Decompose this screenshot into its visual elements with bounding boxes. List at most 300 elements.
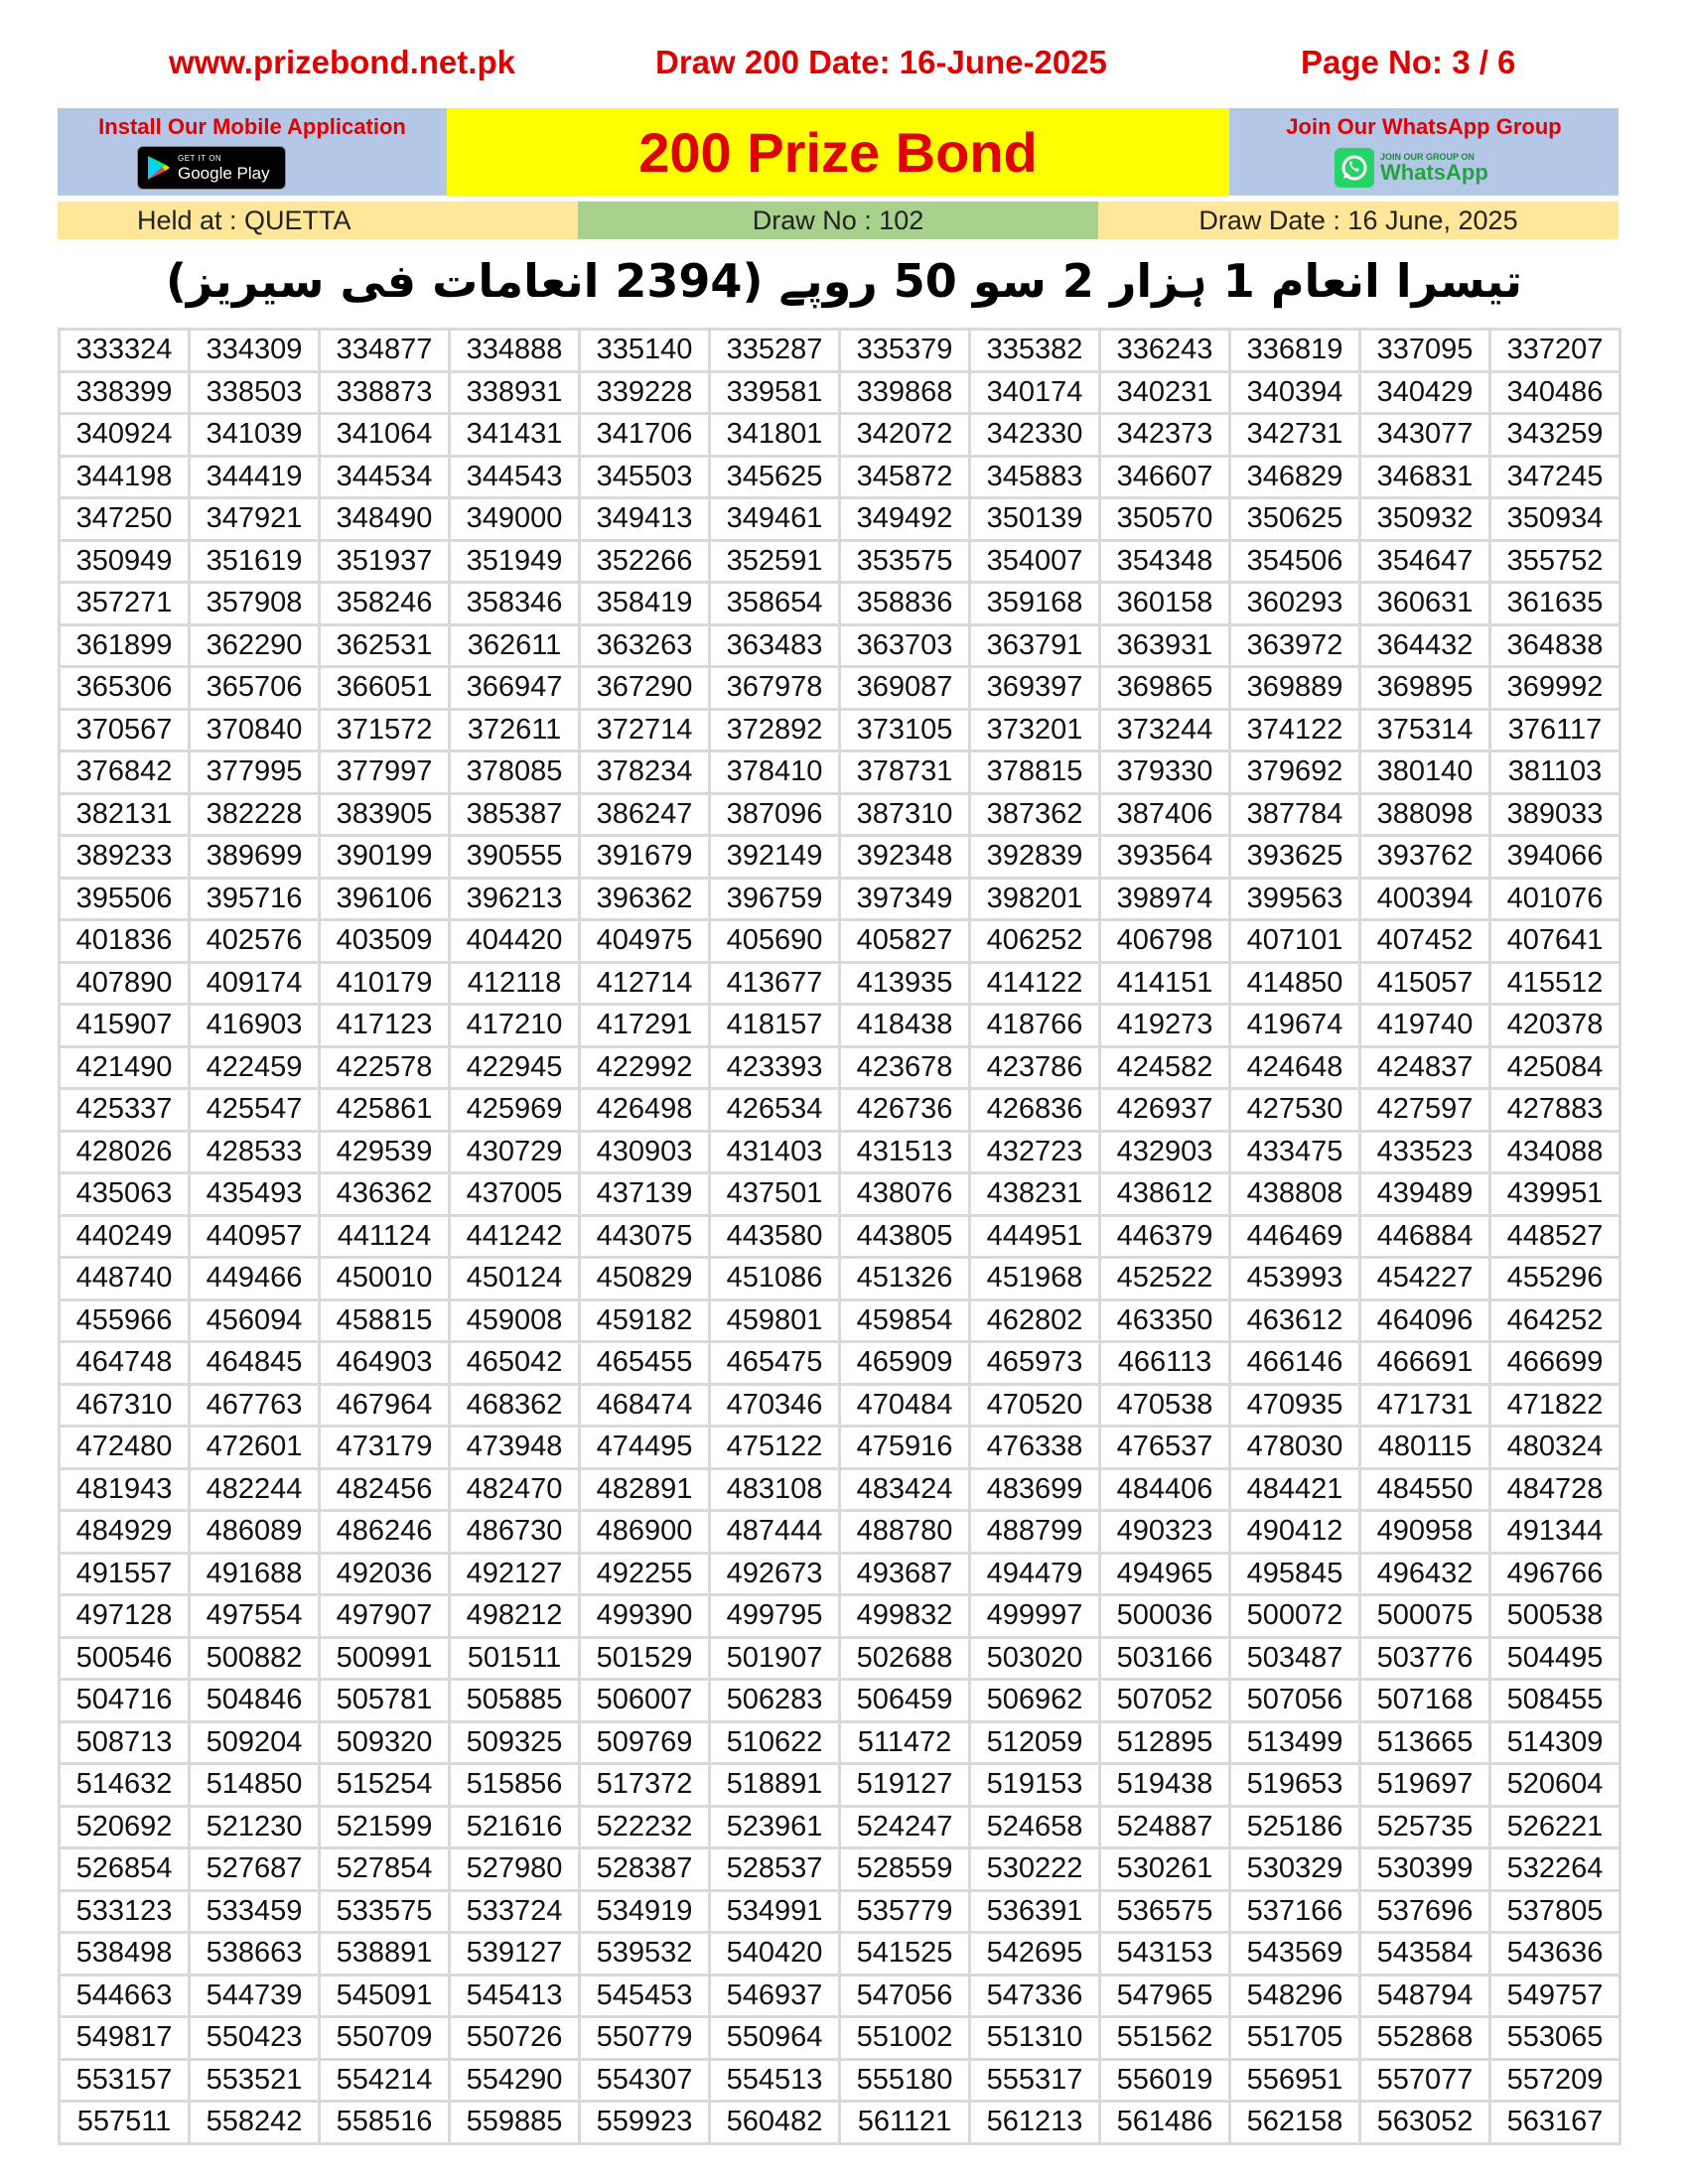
bond-number-cell: 551310 [970, 2017, 1100, 2060]
bond-number-cell: 537166 [1230, 1890, 1360, 1933]
bond-number-cell: 430903 [580, 1131, 710, 1173]
page-number: Page No: 3 / 6 [1301, 44, 1516, 80]
bond-number-cell: 419273 [1100, 1005, 1230, 1047]
bond-number-cell: 347250 [60, 498, 190, 541]
bond-number-cell: 536575 [1100, 1890, 1230, 1933]
bond-number-cell: 546937 [710, 1975, 840, 2017]
bond-number-cell: 519127 [840, 1764, 970, 1807]
bond-number-cell: 482470 [450, 1468, 580, 1511]
bond-number-cell: 465973 [970, 1342, 1100, 1385]
bond-number-cell: 341706 [580, 414, 710, 457]
bond-number-cell: 503776 [1360, 1637, 1490, 1680]
bond-number-cell: 518891 [710, 1764, 840, 1807]
bond-number-cell: 347921 [190, 498, 320, 541]
bond-number-cell: 403509 [320, 920, 450, 963]
bond-number-cell: 358346 [450, 583, 580, 625]
bond-number-cell: 335382 [970, 330, 1100, 372]
table-row [60, 1595, 1620, 1638]
bond-number-cell: 497554 [190, 1595, 320, 1638]
bond-number-cell: 550964 [710, 2017, 840, 2060]
whatsapp-small: JOIN OUR GROUP ON [1380, 151, 1475, 162]
bond-number-cell: 509769 [580, 1721, 710, 1764]
table-row [60, 498, 1620, 541]
bond-number-cell: 414850 [1230, 962, 1360, 1005]
bond-number-cell: 476338 [970, 1427, 1100, 1469]
bond-number-cell: 455296 [1490, 1258, 1620, 1300]
bond-number-cell: 338399 [60, 371, 190, 414]
bond-number-cell: 383905 [320, 793, 450, 836]
draw-date-line: Draw 200 Date: 16-June-2025 [655, 44, 1107, 80]
bond-number-cell: 392839 [970, 836, 1100, 879]
bond-number-cell: 341039 [190, 414, 320, 457]
bond-number-cell: 560482 [710, 2102, 840, 2144]
bond-number-cell: 451326 [840, 1258, 970, 1300]
bond-number-cell: 422578 [320, 1046, 450, 1089]
bond-number-cell: 437139 [580, 1173, 710, 1216]
table-row [60, 1427, 1620, 1469]
bond-number-cell: 412714 [580, 962, 710, 1005]
bond-number-cell: 466699 [1490, 1342, 1620, 1385]
bond-number-cell: 527687 [190, 1848, 320, 1891]
bond-number-cell: 351949 [450, 540, 580, 583]
bond-number-cell: 439489 [1360, 1173, 1490, 1216]
bond-number-cell: 359168 [970, 583, 1100, 625]
bond-number-cell: 337095 [1360, 330, 1490, 372]
bond-number-cell: 340429 [1360, 371, 1490, 414]
bond-number-cell: 450010 [320, 1258, 450, 1300]
bond-number-cell: 545413 [450, 1975, 580, 2017]
bond-number-cell: 338931 [450, 371, 580, 414]
bond-number-cell: 443580 [710, 1215, 840, 1258]
bond-number-cell: 488799 [970, 1511, 1100, 1554]
table-row [60, 1384, 1620, 1427]
table-row [60, 414, 1620, 457]
whatsapp-caption: Join Our WhatsApp Group [1286, 114, 1562, 139]
bond-number-cell: 426498 [580, 1089, 710, 1132]
bond-number-cell: 396106 [320, 878, 450, 920]
bond-number-cell: 438231 [970, 1173, 1100, 1216]
bond-number-cell: 366051 [320, 667, 450, 710]
bond-number-cell: 539127 [450, 1933, 580, 1976]
bond-number-cell: 468362 [450, 1384, 580, 1427]
bond-number-cell: 465455 [580, 1342, 710, 1385]
bond-number-cell: 402576 [190, 920, 320, 963]
bond-number-cell: 354647 [1360, 540, 1490, 583]
bond-number-cell: 334888 [450, 330, 580, 372]
bond-number-cell: 375314 [1360, 709, 1490, 751]
bond-number-cell: 398974 [1100, 878, 1230, 920]
bond-number-cell: 387310 [840, 793, 970, 836]
bond-number-cell: 426836 [970, 1089, 1100, 1132]
bond-number-cell: 554513 [710, 2059, 840, 2102]
bond-number-cell: 444951 [970, 1215, 1100, 1258]
bond-number-cell: 472480 [60, 1427, 190, 1469]
bond-number-cell: 367978 [710, 667, 840, 710]
bond-number-cell: 550779 [580, 2017, 710, 2060]
bond-number-cell: 351937 [320, 540, 450, 583]
bond-number-cell: 530329 [1230, 1848, 1360, 1891]
bond-number-cell: 547056 [840, 1975, 970, 2017]
google-play-label: Google Play [178, 163, 270, 183]
bond-number-cell: 465042 [450, 1342, 580, 1385]
app-install-panel [58, 108, 447, 196]
bond-number-cell: 412118 [450, 962, 580, 1005]
bond-number-cell: 528537 [710, 1848, 840, 1891]
bond-number-cell: 467310 [60, 1384, 190, 1427]
bond-number-cell: 519153 [970, 1764, 1100, 1807]
bond-number-cell: 507056 [1230, 1680, 1360, 1722]
bond-number-cell: 430729 [450, 1131, 580, 1173]
bond-number-cell: 453993 [1230, 1258, 1360, 1300]
bond-number-cell: 524887 [1100, 1806, 1230, 1848]
bond-number-cell: 362531 [320, 624, 450, 667]
bond-number-cell: 509320 [320, 1721, 450, 1764]
bond-number-cell: 404975 [580, 920, 710, 963]
bond-number-cell: 559885 [450, 2102, 580, 2144]
bond-number-cell: 561213 [970, 2102, 1100, 2144]
bond-number-cell: 504846 [190, 1680, 320, 1722]
table-row [60, 2017, 1620, 2060]
bond-number-cell: 464096 [1360, 1299, 1490, 1342]
bond-number-cell: 346829 [1230, 456, 1360, 498]
google-play-button[interactable] [137, 146, 286, 190]
bond-number-cell: 344543 [450, 456, 580, 498]
bond-number-cell: 342731 [1230, 414, 1360, 457]
bond-number-cell: 464252 [1490, 1299, 1620, 1342]
bond-number-cell: 551705 [1230, 2017, 1360, 2060]
bond-number-cell: 378234 [580, 751, 710, 794]
table-row [60, 1005, 1620, 1047]
bond-number-cell: 506007 [580, 1680, 710, 1722]
bond-number-cell: 344198 [60, 456, 190, 498]
bond-number-cell: 515254 [320, 1764, 450, 1807]
bond-number-cell: 545091 [320, 1975, 450, 2017]
bond-number-cell: 463350 [1100, 1299, 1230, 1342]
bond-number-cell: 354348 [1100, 540, 1230, 583]
bond-number-cell: 390555 [450, 836, 580, 879]
bond-number-cell: 448740 [60, 1258, 190, 1300]
bond-number-cell: 393564 [1100, 836, 1230, 879]
bond-number-cell: 491344 [1490, 1511, 1620, 1554]
bond-number-cell: 543153 [1100, 1933, 1230, 1976]
bond-number-cell: 406798 [1100, 920, 1230, 963]
bond-number-cell: 497907 [320, 1595, 450, 1638]
bond-number-cell: 542695 [970, 1933, 1100, 1976]
whatsapp-button[interactable] [1335, 148, 1511, 188]
bond-number-cell: 558516 [320, 2102, 450, 2144]
bond-number-cell: 362290 [190, 624, 320, 667]
bond-number-cell: 376842 [60, 751, 190, 794]
bond-number-cell: 363703 [840, 624, 970, 667]
bond-number-cell: 530222 [970, 1848, 1100, 1891]
bond-number-cell: 429539 [320, 1131, 450, 1173]
table-row [60, 1933, 1620, 1976]
bond-number-cell: 484550 [1360, 1468, 1490, 1511]
bond-number-cell: 462802 [970, 1299, 1100, 1342]
bond-number-cell: 348490 [320, 498, 450, 541]
bond-number-cell: 341431 [450, 414, 580, 457]
table-row [60, 1553, 1620, 1595]
bond-number-cell: 547336 [970, 1975, 1100, 2017]
bond-number-cell: 346607 [1100, 456, 1230, 498]
bond-number-cell: 449466 [190, 1258, 320, 1300]
bond-number-cell: 425337 [60, 1089, 190, 1132]
bond-number-cell: 505885 [450, 1680, 580, 1722]
bond-number-cell: 378815 [970, 751, 1100, 794]
bond-number-cell: 334877 [320, 330, 450, 372]
bond-number-cell: 470520 [970, 1384, 1100, 1427]
bond-number-cell: 439951 [1490, 1173, 1620, 1216]
bond-number-cell: 507168 [1360, 1680, 1490, 1722]
bond-number-cell: 416903 [190, 1005, 320, 1047]
bond-number-cell: 363972 [1230, 624, 1360, 667]
bond-number-cell: 336819 [1230, 330, 1360, 372]
bond-number-cell: 379330 [1100, 751, 1230, 794]
bond-number-cell: 365306 [60, 667, 190, 710]
bond-number-cell: 521599 [320, 1806, 450, 1848]
bond-number-cell: 369889 [1230, 667, 1360, 710]
bond-number-cell: 423786 [970, 1046, 1100, 1089]
bond-number-cell: 380140 [1360, 751, 1490, 794]
bond-number-cell: 526221 [1490, 1806, 1620, 1848]
bond-number-cell: 459182 [580, 1299, 710, 1342]
bond-number-cell: 466691 [1360, 1342, 1490, 1385]
bond-number-cell: 558242 [190, 2102, 320, 2144]
bond-number-cell: 500075 [1360, 1595, 1490, 1638]
bond-number-cell: 519653 [1230, 1764, 1360, 1807]
bond-number-cell: 435493 [190, 1173, 320, 1216]
bond-number-cell: 405690 [710, 920, 840, 963]
bond-number-cell: 500991 [320, 1637, 450, 1680]
bond-number-cell: 482456 [320, 1468, 450, 1511]
bond-number-cell: 506962 [970, 1680, 1100, 1722]
bond-number-cell: 390199 [320, 836, 450, 879]
bond-number-cell: 407641 [1490, 920, 1620, 963]
bond-number-cell: 385387 [450, 793, 580, 836]
draw-info-bar [58, 202, 1618, 239]
bond-number-cell: 482244 [190, 1468, 320, 1511]
bond-number-cell: 473179 [320, 1427, 450, 1469]
bond-number-cell: 562158 [1230, 2102, 1360, 2144]
bond-number-cell: 507052 [1100, 1680, 1230, 1722]
bond-number-cell: 530261 [1100, 1848, 1230, 1891]
bond-number-cell: 543636 [1490, 1933, 1620, 1976]
bond-number-cell: 446469 [1230, 1215, 1360, 1258]
page-title: 200 Prize Bond [638, 120, 1038, 184]
bond-number-cell: 404420 [450, 920, 580, 963]
table-row [60, 709, 1620, 751]
bond-number-cell: 427883 [1490, 1089, 1620, 1132]
bond-number-cell: 551562 [1100, 2017, 1230, 2060]
bond-number-cell: 394066 [1490, 836, 1620, 879]
bond-number-cell: 464903 [320, 1342, 450, 1385]
table-row [60, 371, 1620, 414]
bond-number-cell: 446884 [1360, 1215, 1490, 1258]
bond-number-cell: 369397 [970, 667, 1100, 710]
bond-number-cell: 456094 [190, 1299, 320, 1342]
table-row [60, 878, 1620, 920]
bond-number-cell: 508455 [1490, 1680, 1620, 1722]
bond-number-cell: 500036 [1100, 1595, 1230, 1638]
bond-number-cell: 400394 [1360, 878, 1490, 920]
table-row [60, 667, 1620, 710]
bond-number-cell: 338503 [190, 371, 320, 414]
bond-number-cell: 504495 [1490, 1637, 1620, 1680]
bond-number-cell: 561121 [840, 2102, 970, 2144]
bond-number-cell: 422459 [190, 1046, 320, 1089]
bond-number-cell: 335140 [580, 330, 710, 372]
bond-number-cell: 557209 [1490, 2059, 1620, 2102]
bond-number-cell: 494479 [970, 1553, 1100, 1595]
bond-number-cell: 413935 [840, 962, 970, 1005]
bond-number-cell: 555317 [970, 2059, 1100, 2102]
bond-number-cell: 490958 [1360, 1511, 1490, 1554]
bond-number-cell: 519697 [1360, 1764, 1490, 1807]
table-row [60, 2102, 1620, 2144]
bond-number-cell: 517372 [580, 1764, 710, 1807]
bond-number-cell: 504716 [60, 1680, 190, 1722]
bond-number-cell: 339868 [840, 371, 970, 414]
table-row [60, 1258, 1620, 1300]
bond-number-cell: 554307 [580, 2059, 710, 2102]
bond-number-cell: 350570 [1100, 498, 1230, 541]
bond-number-cell: 502688 [840, 1637, 970, 1680]
bond-number-cell: 340231 [1100, 371, 1230, 414]
bond-number-cell: 515856 [450, 1764, 580, 1807]
bond-number-cell: 357908 [190, 583, 320, 625]
bond-number-cell: 512059 [970, 1721, 1100, 1764]
bond-number-cell: 387096 [710, 793, 840, 836]
table-row [60, 1299, 1620, 1342]
bond-number-cell: 424582 [1100, 1046, 1230, 1089]
bond-number-cell: 490323 [1100, 1511, 1230, 1554]
bond-number-cell: 396759 [710, 878, 840, 920]
bond-number-cell: 458815 [320, 1299, 450, 1342]
bond-number-cell: 419674 [1230, 1005, 1360, 1047]
bond-number-cell: 374122 [1230, 709, 1360, 751]
bond-number-cell: 433523 [1360, 1131, 1490, 1173]
bond-number-cell: 500538 [1490, 1595, 1620, 1638]
bond-number-cell: 340394 [1230, 371, 1360, 414]
bond-number-cell: 389033 [1490, 793, 1620, 836]
bond-number-cell: 363483 [710, 624, 840, 667]
bond-number-cell: 376117 [1490, 709, 1620, 751]
bond-number-cell: 484406 [1100, 1468, 1230, 1511]
bond-number-cell: 499832 [840, 1595, 970, 1638]
bond-number-cell: 432723 [970, 1131, 1100, 1173]
bond-number-cell: 415512 [1490, 962, 1620, 1005]
bond-number-cell: 525735 [1360, 1806, 1490, 1848]
bond-number-cell: 482891 [580, 1468, 710, 1511]
bond-number-cell: 339581 [710, 371, 840, 414]
bond-number-cell: 373244 [1100, 709, 1230, 751]
bond-number-cell: 340486 [1490, 371, 1620, 414]
bond-number-cell: 545453 [580, 1975, 710, 2017]
bond-number-cell: 362611 [450, 624, 580, 667]
bond-number-cell: 547965 [1100, 1975, 1230, 2017]
bond-number-cell: 431513 [840, 1131, 970, 1173]
bond-number-cell: 358246 [320, 583, 450, 625]
table-row [60, 1468, 1620, 1511]
bond-number-cell: 350932 [1360, 498, 1490, 541]
bond-number-cell: 369992 [1490, 667, 1620, 710]
bond-number-cell: 335287 [710, 330, 840, 372]
table-row [60, 583, 1620, 625]
bond-number-cell: 345625 [710, 456, 840, 498]
bond-number-cell: 526854 [60, 1848, 190, 1891]
bond-number-cell: 548296 [1230, 1975, 1360, 2017]
bond-number-cell: 550726 [450, 2017, 580, 2060]
bond-number-cell: 438612 [1100, 1173, 1230, 1216]
bond-number-cell: 514309 [1490, 1721, 1620, 1764]
bond-number-cell: 465475 [710, 1342, 840, 1385]
bond-number-cell: 391679 [580, 836, 710, 879]
bond-number-cell: 363791 [970, 624, 1100, 667]
bond-number-cell: 544739 [190, 1975, 320, 2017]
bond-number-cell: 440957 [190, 1215, 320, 1258]
bond-number-cell: 417291 [580, 1005, 710, 1047]
bond-number-cell: 428533 [190, 1131, 320, 1173]
bond-number-cell: 554214 [320, 2059, 450, 2102]
bond-number-cell: 514632 [60, 1764, 190, 1807]
bond-number-cell: 499390 [580, 1595, 710, 1638]
bond-number-cell: 372892 [710, 709, 840, 751]
bond-number-cell: 340174 [970, 371, 1100, 414]
bond-number-cell: 534991 [710, 1890, 840, 1933]
bond-number-cell: 533724 [450, 1890, 580, 1933]
bond-number-cell: 413677 [710, 962, 840, 1005]
bond-number-cell: 438076 [840, 1173, 970, 1216]
bond-number-cell: 392149 [710, 836, 840, 879]
bond-number-cell: 484929 [60, 1511, 190, 1554]
bond-number-cell: 463612 [1230, 1299, 1360, 1342]
bond-number-cell: 365706 [190, 667, 320, 710]
bond-number-cell: 509325 [450, 1721, 580, 1764]
bond-number-cell: 496766 [1490, 1553, 1620, 1595]
bond-number-cell: 354007 [970, 540, 1100, 583]
bond-number-cell: 345883 [970, 456, 1100, 498]
bond-number-cell: 459008 [450, 1299, 580, 1342]
bond-number-cell: 523961 [710, 1806, 840, 1848]
bond-number-cell: 556951 [1230, 2059, 1360, 2102]
bond-number-cell: 433475 [1230, 1131, 1360, 1173]
bond-number-cell: 472601 [190, 1427, 320, 1469]
bond-number-cell: 373201 [970, 709, 1100, 751]
bond-number-cell: 537696 [1360, 1890, 1490, 1933]
bond-number-cell: 370567 [60, 709, 190, 751]
bond-number-cell: 491557 [60, 1553, 190, 1595]
bond-number-cell: 452522 [1100, 1258, 1230, 1300]
bond-number-cell: 503487 [1230, 1637, 1360, 1680]
bond-number-cell: 503166 [1100, 1637, 1230, 1680]
bond-number-cell: 387784 [1230, 793, 1360, 836]
table-row [60, 1131, 1620, 1173]
bond-number-cell: 389233 [60, 836, 190, 879]
bond-number-cell: 363931 [1100, 624, 1230, 667]
bond-number-cell: 436362 [320, 1173, 450, 1216]
bond-number-cell: 358419 [580, 583, 710, 625]
site-url[interactable]: www.prizebond.net.pk [169, 44, 515, 80]
bond-number-cell: 342330 [970, 414, 1100, 457]
bond-number-cell: 443075 [580, 1215, 710, 1258]
bond-number-cell: 423393 [710, 1046, 840, 1089]
bond-number-cell: 557511 [60, 2102, 190, 2144]
bond-number-cell: 342072 [840, 414, 970, 457]
bond-number-cell: 361635 [1490, 583, 1620, 625]
bond-number-cell: 414122 [970, 962, 1100, 1005]
bond-number-cell: 446379 [1100, 1215, 1230, 1258]
bond-number-cell: 532264 [1490, 1848, 1620, 1891]
